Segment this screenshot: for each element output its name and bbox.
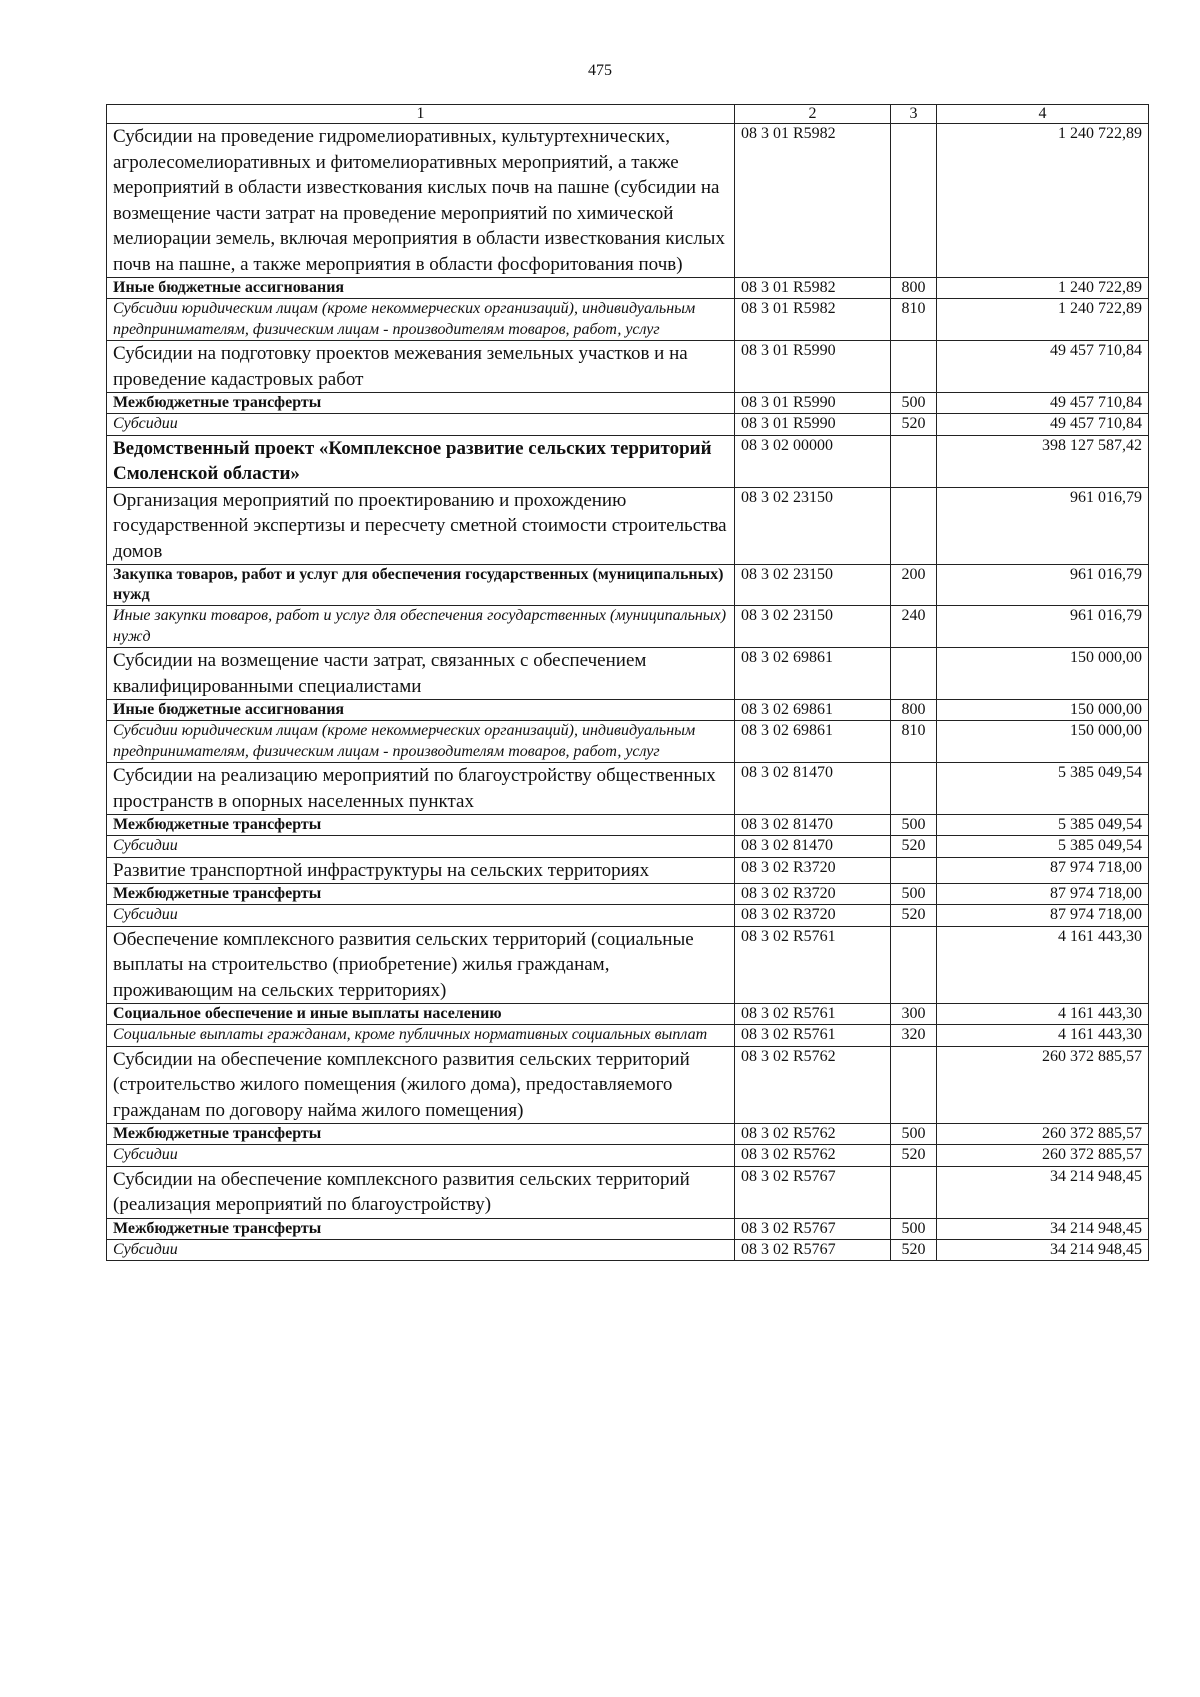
table-row <box>107 414 1149 436</box>
row-name-cell: Иные бюджетные ассигнования <box>107 700 735 721</box>
header-col-3: 3 <box>891 105 937 124</box>
row-amount-cell: 4 161 443,30 <box>937 1025 1149 1047</box>
row-type-cell: 500 <box>891 884 937 905</box>
table-row <box>107 1046 1149 1124</box>
row-amount-cell: 5 385 049,54 <box>937 836 1149 858</box>
table-row <box>107 700 1149 721</box>
row-code-cell: 08 3 01 R5982 <box>735 299 891 341</box>
row-code-cell: 08 3 02 81470 <box>735 836 891 858</box>
row-type-cell: 520 <box>891 414 937 436</box>
row-amount-cell: 34 214 948,45 <box>937 1239 1149 1261</box>
table-row <box>107 1239 1149 1261</box>
row-amount-cell: 260 372 885,57 <box>937 1145 1149 1167</box>
row-name-cell: Субсидии <box>107 905 735 927</box>
row-code-cell: 08 3 02 R5761 <box>735 1025 891 1047</box>
header-col-1: 1 <box>107 105 735 124</box>
table-row <box>107 487 1149 565</box>
row-name-cell: Субсидии юридическим лицам (кроме некоммерческих организаций), индивидуальным предпринимателям, физическим лицам - производителям товаров, работ, услуг <box>107 721 735 763</box>
table-row <box>107 1025 1149 1047</box>
row-type-cell <box>891 341 937 393</box>
row-name-cell: Субсидии юридическим лицам (кроме некоммерческих организаций), индивидуальным предпринимателям, физическим лицам - производителям товаров, работ, услуг <box>107 299 735 341</box>
row-name-cell: Организация мероприятий по проектированию и прохождению государственной экспертизы и пересчету сметной стоимости строительства домов <box>107 487 735 565</box>
row-code-cell: 08 3 02 R3720 <box>735 905 891 927</box>
row-amount-cell: 87 974 718,00 <box>937 884 1149 905</box>
row-code-cell: 08 3 02 23150 <box>735 487 891 565</box>
row-type-cell: 300 <box>891 1004 937 1025</box>
table-row <box>107 435 1149 487</box>
row-amount-cell: 961 016,79 <box>937 487 1149 565</box>
row-type-cell <box>891 1166 937 1218</box>
row-type-cell: 810 <box>891 721 937 763</box>
row-name-cell: Социальные выплаты гражданам, кроме публичных нормативных социальных выплат <box>107 1025 735 1047</box>
row-type-cell <box>891 763 937 815</box>
row-name-cell: Субсидии <box>107 1145 735 1167</box>
row-amount-cell: 34 214 948,45 <box>937 1218 1149 1239</box>
row-name-cell: Субсидии <box>107 1239 735 1261</box>
row-type-cell <box>891 926 937 1004</box>
row-amount-cell: 49 457 710,84 <box>937 414 1149 436</box>
row-type-cell: 500 <box>891 1218 937 1239</box>
row-amount-cell: 4 161 443,30 <box>937 926 1149 1004</box>
row-type-cell: 320 <box>891 1025 937 1047</box>
row-type-cell: 500 <box>891 1124 937 1145</box>
row-code-cell: 08 3 02 R5762 <box>735 1046 891 1124</box>
row-code-cell: 08 3 02 R5761 <box>735 1004 891 1025</box>
row-amount-cell: 49 457 710,84 <box>937 341 1149 393</box>
row-amount-cell: 150 000,00 <box>937 700 1149 721</box>
row-name-cell: Субсидии <box>107 414 735 436</box>
row-code-cell: 08 3 02 R5761 <box>735 926 891 1004</box>
row-code-cell: 08 3 02 81470 <box>735 763 891 815</box>
table-row <box>107 1145 1149 1167</box>
table-row <box>107 857 1149 884</box>
row-name-cell: Субсидии на возмещение части затрат, связанных с обеспечением квалифицированными специалистами <box>107 648 735 700</box>
row-type-cell: 240 <box>891 606 937 648</box>
table-row <box>107 606 1149 648</box>
row-amount-cell: 1 240 722,89 <box>937 278 1149 299</box>
row-name-cell: Субсидии на обеспечение комплексного развития сельских территорий (реализация мероприятий по благоустройству) <box>107 1166 735 1218</box>
row-amount-cell: 150 000,00 <box>937 648 1149 700</box>
header-col-4: 4 <box>937 105 1149 124</box>
table-row <box>107 648 1149 700</box>
row-type-cell: 810 <box>891 299 937 341</box>
table-row <box>107 565 1149 606</box>
row-amount-cell: 398 127 587,42 <box>937 435 1149 487</box>
table-row <box>107 836 1149 858</box>
row-code-cell: 08 3 02 R3720 <box>735 884 891 905</box>
row-name-cell: Иные закупки товаров, работ и услуг для обеспечения государственных (муниципальных) нужд <box>107 606 735 648</box>
table-row <box>107 1166 1149 1218</box>
row-name-cell: Межбюджетные трансферты <box>107 393 735 414</box>
row-code-cell: 08 3 01 R5990 <box>735 341 891 393</box>
row-amount-cell: 87 974 718,00 <box>937 857 1149 884</box>
row-name-cell: Субсидии на обеспечение комплексного развития сельских территорий (строительство жилого помещения (жилого дома), предоставляемого гражданам по договору найма жилого помещения) <box>107 1046 735 1124</box>
row-code-cell: 08 3 01 R5982 <box>735 278 891 299</box>
row-name-cell: Межбюджетные трансферты <box>107 1124 735 1145</box>
row-code-cell: 08 3 02 23150 <box>735 606 891 648</box>
row-amount-cell: 1 240 722,89 <box>937 299 1149 341</box>
row-name-cell: Субсидии на подготовку проектов межевания земельных участков и на проведение кадастровых работ <box>107 341 735 393</box>
row-type-cell <box>891 124 937 278</box>
budget-table <box>106 104 1149 1261</box>
row-amount-cell: 260 372 885,57 <box>937 1046 1149 1124</box>
table-row <box>107 905 1149 927</box>
page-number: 475 <box>588 62 612 79</box>
row-code-cell: 08 3 02 R5767 <box>735 1166 891 1218</box>
row-amount-cell: 260 372 885,57 <box>937 1124 1149 1145</box>
row-name-cell: Субсидии на проведение гидромелиоративных, культуртехнических, агролесомелиоративных и фитомелиоративных мероприятий, а также мероприятий в области известкования кислых почв на пашне (субсидии на возмещение части затрат на проведение мероприятий по химической мелиорации земель, включая мероприятия в области известкования кислых почв на пашне, а также мероприятия в области фосфоритования почв) <box>107 124 735 278</box>
table-row <box>107 815 1149 836</box>
table-row <box>107 124 1149 278</box>
row-amount-cell: 5 385 049,54 <box>937 815 1149 836</box>
row-type-cell: 800 <box>891 278 937 299</box>
table-row <box>107 393 1149 414</box>
row-name-cell: Субсидии на реализацию мероприятий по благоустройству общественных пространств в опорных населенных пунктах <box>107 763 735 815</box>
row-code-cell: 08 3 02 R5762 <box>735 1124 891 1145</box>
row-type-cell: 800 <box>891 700 937 721</box>
row-code-cell: 08 3 02 69861 <box>735 648 891 700</box>
table-row <box>107 884 1149 905</box>
row-amount-cell: 4 161 443,30 <box>937 1004 1149 1025</box>
row-amount-cell: 961 016,79 <box>937 606 1149 648</box>
row-name-cell: Закупка товаров, работ и услуг для обеспечения государственных (муниципальных) нужд <box>107 565 735 606</box>
table-row <box>107 1004 1149 1025</box>
row-code-cell: 08 3 01 R5990 <box>735 414 891 436</box>
row-code-cell: 08 3 01 R5982 <box>735 124 891 278</box>
row-type-cell <box>891 435 937 487</box>
row-name-cell: Субсидии <box>107 836 735 858</box>
row-type-cell: 520 <box>891 1239 937 1261</box>
row-amount-cell: 961 016,79 <box>937 565 1149 606</box>
row-type-cell: 200 <box>891 565 937 606</box>
row-type-cell <box>891 648 937 700</box>
table-row <box>107 763 1149 815</box>
row-code-cell: 08 3 02 23150 <box>735 565 891 606</box>
row-code-cell: 08 3 01 R5990 <box>735 393 891 414</box>
row-code-cell: 08 3 02 00000 <box>735 435 891 487</box>
row-code-cell: 08 3 02 R5767 <box>735 1218 891 1239</box>
row-name-cell: Межбюджетные трансферты <box>107 1218 735 1239</box>
row-type-cell: 520 <box>891 1145 937 1167</box>
header-row <box>107 105 1149 124</box>
row-amount-cell: 34 214 948,45 <box>937 1166 1149 1218</box>
row-name-cell: Обеспечение комплексного развития сельских территорий (социальные выплаты на строительство (приобретение) жилья гражданам, проживающим на сельских территориях) <box>107 926 735 1004</box>
row-code-cell: 08 3 02 R3720 <box>735 857 891 884</box>
table-row <box>107 341 1149 393</box>
row-code-cell: 08 3 02 81470 <box>735 815 891 836</box>
row-amount-cell: 1 240 722,89 <box>937 124 1149 278</box>
row-type-cell: 520 <box>891 836 937 858</box>
row-code-cell: 08 3 02 R5767 <box>735 1239 891 1261</box>
row-code-cell: 08 3 02 69861 <box>735 721 891 763</box>
row-amount-cell: 87 974 718,00 <box>937 905 1149 927</box>
row-name-cell: Социальное обеспечение и иные выплаты населению <box>107 1004 735 1025</box>
row-type-cell <box>891 1046 937 1124</box>
row-name-cell: Межбюджетные трансферты <box>107 815 735 836</box>
row-type-cell: 520 <box>891 905 937 927</box>
row-name-cell: Ведомственный проект «Комплексное развитие сельских территорий Смоленской области» <box>107 435 735 487</box>
row-name-cell: Межбюджетные трансферты <box>107 884 735 905</box>
row-amount-cell: 5 385 049,54 <box>937 763 1149 815</box>
row-name-cell: Иные бюджетные ассигнования <box>107 278 735 299</box>
row-type-cell <box>891 857 937 884</box>
row-type-cell: 500 <box>891 815 937 836</box>
table-row <box>107 278 1149 299</box>
row-type-cell <box>891 487 937 565</box>
table-row <box>107 1124 1149 1145</box>
table-row <box>107 721 1149 763</box>
row-type-cell: 500 <box>891 393 937 414</box>
table-row <box>107 926 1149 1004</box>
header-col-2: 2 <box>735 105 891 124</box>
row-code-cell: 08 3 02 69861 <box>735 700 891 721</box>
row-amount-cell: 150 000,00 <box>937 721 1149 763</box>
table-row <box>107 1218 1149 1239</box>
row-name-cell: Развитие транспортной инфраструктуры на сельских территориях <box>107 857 735 884</box>
table-row <box>107 299 1149 341</box>
row-code-cell: 08 3 02 R5762 <box>735 1145 891 1167</box>
row-amount-cell: 49 457 710,84 <box>937 393 1149 414</box>
table-body <box>107 124 1149 1261</box>
